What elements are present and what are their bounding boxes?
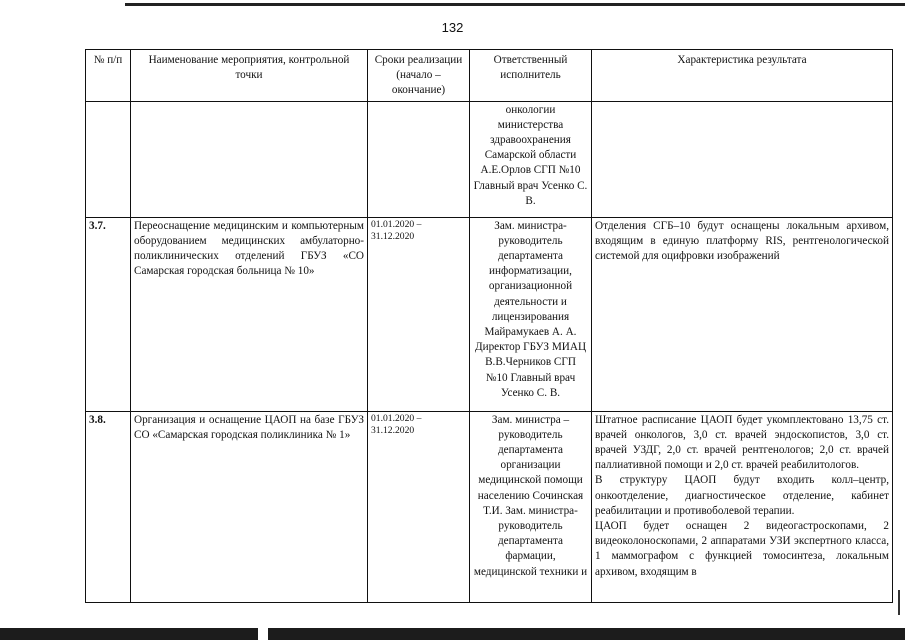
row-number: 3.8. [86,411,131,602]
header-dates: Сроки реализации (начало – окончание) [368,50,470,102]
row-number [86,101,131,217]
row-dates: 01.01.2020 – 31.12.2020 [368,411,470,602]
row-activity-name: Организация и оснащение ЦАОП на базе ГБУЗ СО «Самарская городская поликлиника № 1» [131,411,368,602]
bottom-border-gap [258,628,268,640]
margin-mark [898,590,900,615]
header-number: № п/п [86,50,131,102]
row-responsible: Зам. министра – руководитель департамента организации медицинской помощи населению Сочинская Т.И. Зам. министра-руководитель департамента фармации, медицинской техники и [470,411,592,602]
row-result: Отделения СГБ–10 будут оснащены локальным архивом, входящим в единую платформу RIS, рентгенологической системой для оцифровки изображений [592,217,893,411]
table-row [86,217,893,411]
page-number: 132 [441,20,464,35]
top-border-line [125,3,905,6]
table-header-row [86,50,893,102]
table-row [86,411,893,602]
row-result [592,101,893,217]
row-dates: 01.01.2020 – 31.12.2020 [368,217,470,411]
activity-table [85,49,893,603]
header-result: Характеристика результата [592,50,893,102]
table-row [86,101,893,217]
bottom-border-bar [0,628,905,640]
row-responsible: Зам. министра-руководитель департамента информатизации, организационной деятельности и лицензирования Майрамукаев А. А. Директор ГБУЗ МИАЦ В.В.Черников СГП №10 Главный врач Усенко С. В. [470,217,592,411]
row-responsible: онкологии министерства здравоохранения Самарской области А.Е.Орлов СГП №10 Главный врач Усенко С. В. [470,101,592,217]
row-number: 3.7. [86,217,131,411]
row-result: Штатное расписание ЦАОП будет укомплектовано 13,75 ст. врачей онкологов, 3,0 ст. врачей эндоскопистов, 3,0 ст. врачей УЗДГ, 2,0 ст. врачей рентгенологов; 2,0 ст. врачей паллиативной помощи и 2,0 ст. врачей реабилитологов. В структуру ЦАОП будут входить колл–центр, онкоотделение, диагностическое отделение, кабинет реабилитации и противоболевой терапии. ЦАОП будет оснащен 2 видеогастроскопами, 2 видеоколоноскопами, 2 аппаратами УЗИ экспертного класса, 1 маммографом с функцией томосинтеза, локальным архивом, входящим в [592,411,893,602]
row-activity-name [131,101,368,217]
row-dates [368,101,470,217]
row-activity-name: Переоснащение медицинским и компьютерным оборудованием медицинских амбулаторно-поликлинических отделений ГБУЗ «СО Самарская городская больница № 10» [131,217,368,411]
header-activity-name: Наименование мероприятия, контрольной точки [131,50,368,102]
header-responsible: Ответственный исполнитель [470,50,592,102]
